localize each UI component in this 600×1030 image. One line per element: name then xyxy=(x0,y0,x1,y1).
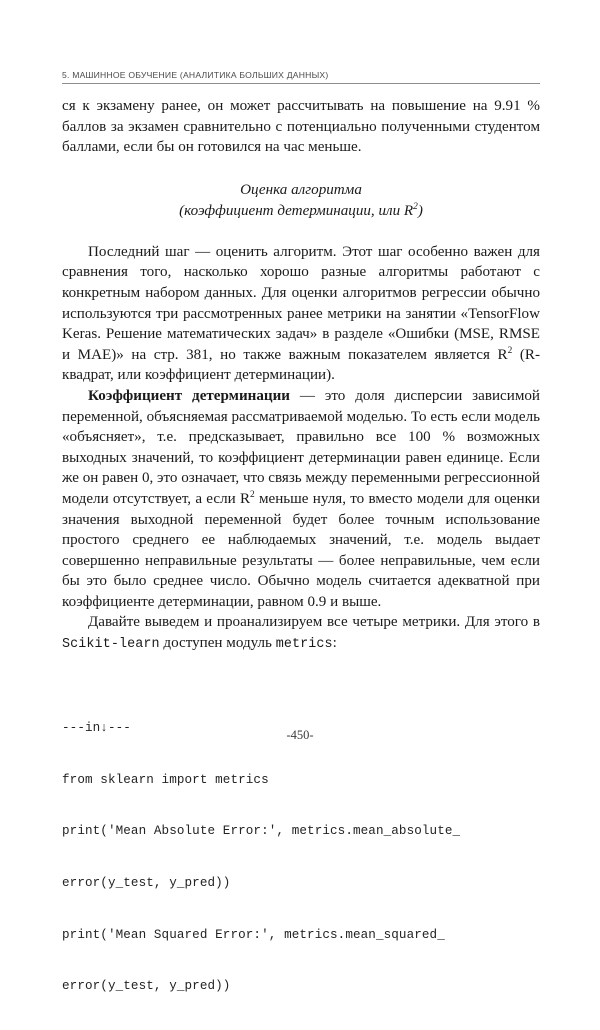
code-line: error(y_test, y_pred)) xyxy=(62,875,231,890)
section-heading-line-1: Оценка алгоритма xyxy=(240,181,362,198)
text-column xyxy=(62,96,540,1030)
paragraph-1-text: Последний шаг — оценить алгоритм. Этот шаг особенно важен для сравнения того, насколько хорошо разные алгоритмы работают с конкретным набором данных. Для оценки алгоритмов регрессии обычно используются три рассмотренных ранее метрики на занятии «TensorFlow Keras. Решение математических задач» в разделе «Ошибки (MSE, RMSE и MAE)» на стр. 381, но также важным показателем является R xyxy=(62,243,540,363)
paragraph-continued: ся к экзамену ранее, он может рассчитывать на повышение на 9.91 % баллов за экзамен сравнительно с потенциально полученными студентом баллами, если бы он готовился на час меньше. xyxy=(62,98,540,156)
paragraph-3-text-middle: доступен модуль xyxy=(159,635,276,652)
paragraph-3 xyxy=(62,612,540,655)
section-heading-superscript: 2 xyxy=(413,201,418,212)
inline-code-metrics: metrics xyxy=(275,637,333,653)
code-line: error(y_test, y_pred)) xyxy=(62,979,231,994)
paragraph-2-text-a: — это доля дисперсии зависимой переменной, объясняемая рассматриваемой моделью. То есть если модель «объясняет», т.е. предсказывает, правильно все 100 % возможных выходных значений, то коэффициент детерминации равен единице. Если же он равен 0, это означает, что связь между переменными регрессионной модели отсутствует, а если R xyxy=(62,387,540,507)
code-line: print('Mean Absolute Error:', metrics.mean_absolute_ xyxy=(62,824,461,839)
paragraph-1 xyxy=(62,242,540,386)
paragraph-2-text-b: меньше нуля, то вместо модели для оценки значения выходной переменной будет более точным использование простого среднего ее наблюдаемых значений, т.е. модель выдает совершенно неправильные результаты — более неправильные, чем если бы это было среднее число. Обычно модель считается адекватной при коэффициенте детерминации, равном 0.9 и выше. xyxy=(62,490,541,610)
inline-code-scikit-learn: Scikit-learn xyxy=(62,637,160,653)
paragraph-3-text-before: Давайте выведем и проанализируем все четыре метрики. Для этого в xyxy=(88,614,540,631)
code-block xyxy=(62,656,540,1030)
code-line: print('Mean Squared Error:', metrics.mean_squared_ xyxy=(62,927,445,942)
code-line: from sklearn import metrics xyxy=(62,772,269,787)
running-head-title: 5. МАШИННОЕ ОБУЧЕНИЕ (АНАЛИТИКА БОЛЬШИХ ДАННЫХ) xyxy=(62,70,329,80)
section-heading-line-2-tail: ) xyxy=(417,202,423,219)
paragraph-2 xyxy=(62,386,540,613)
paragraph-1-tail: (R-квадрат, или коэффициент детерминации). xyxy=(62,346,540,384)
code-block-marker: ---in↓--- xyxy=(62,721,131,736)
page-number: -450- xyxy=(286,728,314,742)
paragraph-1-superscript: 2 xyxy=(507,345,513,356)
section-heading-line-2-text: (коэффициент детерминации, или R xyxy=(179,202,414,219)
paragraph-2-superscript: 2 xyxy=(250,489,255,500)
running-head-divider xyxy=(62,83,540,84)
section-heading-line-2 xyxy=(62,201,540,222)
running-head xyxy=(62,70,540,84)
section-heading xyxy=(62,158,540,242)
paragraph-2-term: Коэффициент детерминации xyxy=(88,387,290,404)
paragraph-3-text-after: : xyxy=(332,635,337,652)
